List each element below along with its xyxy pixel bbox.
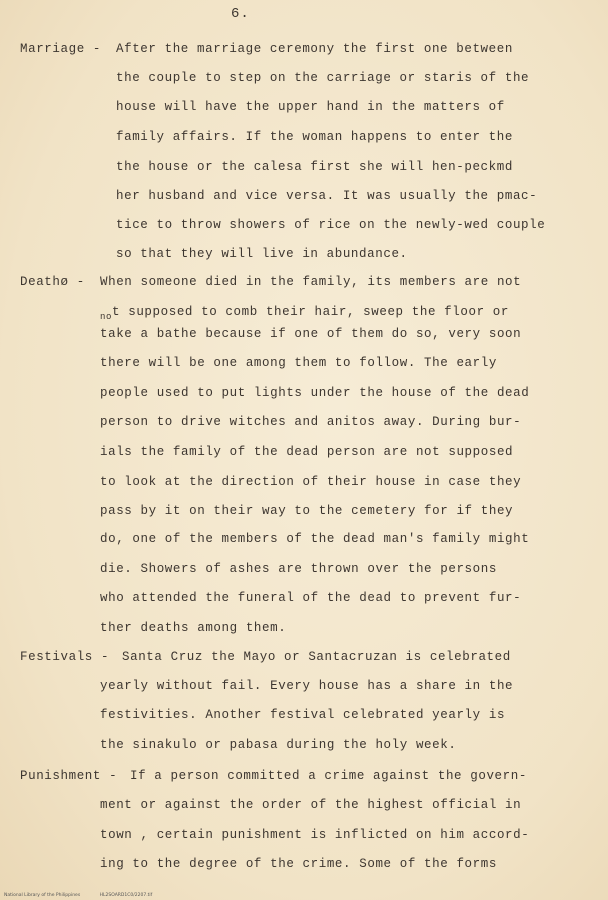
text-line: town , certain punishment is inflicted on him accord-: [100, 828, 530, 842]
text-line: ment or against the order of the highest official in: [100, 798, 522, 812]
text-line: pass by it on their way to the cemetery for if they: [100, 504, 514, 518]
scan-footer: [4, 893, 170, 898]
text-line: person to drive witches and anitos away. During bur-: [100, 415, 522, 429]
text-line: $_{no}$t supposed to comb their hair, sweep the floor or: [100, 305, 509, 322]
text-line: family affairs. If the woman happens to enter the: [116, 130, 513, 144]
text-line: the couple to step on the carriage or staris of the: [116, 71, 530, 85]
text-line: the house or the calesa first she will hen-peckmd: [116, 160, 513, 174]
text-line: die. Showers of ashes are thrown over the persons: [100, 562, 497, 576]
text-line: the sinakulo or pabasa during the holy week.: [100, 738, 457, 752]
footer-library: National Library of the Philippines: [4, 893, 81, 898]
text-line: tice to throw showers of rice on the newly-wed couple: [116, 218, 546, 232]
entry-label-marriage: Marriage -: [20, 42, 102, 56]
text-line: Santa Cruz the Mayo or Santacruzan is celebrated: [122, 650, 511, 664]
footer-file-id: HL2SOARD1C0/2207.tif: [99, 893, 153, 898]
text-line: When someone died in the family, its members are not: [100, 275, 522, 289]
text-line: people used to put lights under the house of the dead: [100, 386, 530, 400]
text-line: ials the family of the dead person are not supposed: [100, 445, 514, 459]
text-line: her husband and vice versa. It was usually the pmac-: [116, 189, 538, 203]
text-line: After the marriage ceremony the first one between: [116, 42, 513, 56]
entry-label-punishment: Punishment -: [20, 769, 118, 783]
text-line: do, one of the members of the dead man's family might: [100, 532, 530, 546]
text-line: to look at the direction of their house in case they: [100, 475, 522, 489]
entry-label-festivals: Festivals -: [20, 650, 110, 664]
text-line: so that they will live in abundance.: [116, 247, 408, 261]
superscript-insert: no: [100, 312, 113, 322]
text-line: yearly without fail. Every house has a share in the: [100, 679, 514, 693]
text-line: house will have the upper hand in the matters of: [116, 100, 505, 114]
text-line: there will be one among them to follow. The early: [100, 356, 497, 370]
text-line: ing to the degree of the crime. Some of the forms: [100, 857, 497, 871]
text-line: festivities. Another festival celebrated yearly is: [100, 708, 506, 722]
text-line: who attended the funeral of the dead to prevent fur-: [100, 591, 522, 605]
text-line: take a bathe because if one of them do so, very soon: [100, 327, 522, 341]
entry-label-death: Deathø -: [20, 275, 85, 289]
page-number: 6.: [231, 6, 250, 22]
text-line: ther deaths among them.: [100, 621, 287, 635]
text-line: If a person committed a crime against the govern-: [130, 769, 527, 783]
